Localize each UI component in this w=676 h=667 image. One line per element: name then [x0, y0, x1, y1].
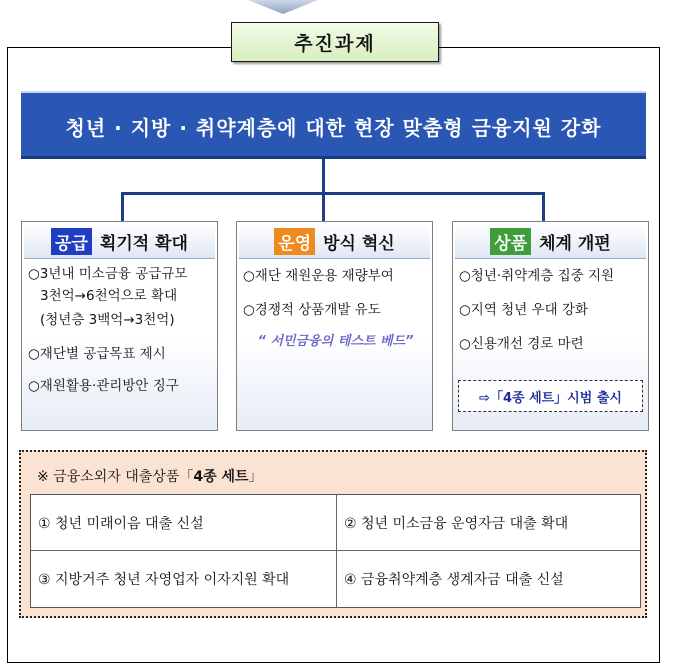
column-product-heading [455, 224, 646, 259]
note-title-bold: 4종 세트 [193, 469, 249, 485]
product-cell-3: ③ 지방거주 청년 자영업자 이자지원 확대 [31, 551, 337, 607]
product-cell-4: ④ 금융취약계층 생계자금 대출 신설 [344, 572, 564, 588]
connector-vertical-main [322, 159, 325, 193]
column-supply-heading [24, 224, 215, 259]
column-supply [21, 221, 218, 431]
heading-supply: 획기적 확대 [99, 233, 188, 254]
column-operation-heading [239, 224, 430, 259]
tag-product: 상품 [490, 228, 531, 255]
supply-item-1: ○3년내 미소금융 공급규모 [28, 266, 188, 282]
product-grid [30, 494, 641, 608]
test-bed-quote: “ 서민금융의 테스트 베드” [257, 334, 414, 349]
heading-operation: 방식 혁신 [323, 233, 395, 254]
page-title: 추진과제 [231, 22, 439, 62]
tag-supply: 공급 [51, 228, 92, 255]
four-set-pilot-box: ⇨「4종 세트」시범 출시 [458, 380, 643, 412]
heading-product: 체계 개편 [539, 233, 611, 254]
note-title-prefix: ※ 금융소외자 대출상품「 [37, 469, 194, 485]
connector-horizontal [121, 192, 545, 195]
supply-item-2: ○재단별 공급목표 제시 [28, 346, 166, 362]
supply-item-3: ○재원활용·관리방안 징구 [28, 378, 179, 394]
top-arrow-decoration [248, 0, 318, 14]
product-item-2: ○지역 청년 우대 강화 [459, 302, 588, 318]
note-box [19, 450, 647, 618]
product-cell-1: ① 청년 미래이음 대출 신설 [31, 495, 337, 551]
connector-left [121, 192, 124, 222]
note-title-suffix: 」 [248, 469, 263, 485]
main-objective-banner: 청년 · 지방 · 취약계층에 대한 현장 맞춤형 금융지원 강화 [21, 91, 646, 159]
product-item-3: ○신용개선 경로 마련 [459, 336, 584, 352]
supply-item-1-youth: (청년층 3백억→3천억) [40, 312, 175, 328]
connector-right [542, 192, 545, 222]
column-product [452, 221, 649, 431]
operation-item-2: ○경쟁적 상품개발 유도 [243, 302, 381, 318]
note-title [37, 466, 263, 486]
tag-operation: 운영 [274, 228, 315, 255]
column-operation [236, 221, 433, 431]
operation-item-1: ○재단 재원운용 재량부여 [243, 268, 394, 284]
supply-item-1-detail: 3천억→6천억으로 확대 [40, 288, 178, 304]
product-cell-2: ② 청년 미소금융 운영자금 대출 확대 [337, 495, 640, 551]
product-item-1: ○청년·취약계층 집중 지원 [459, 268, 615, 284]
connector-center [322, 192, 325, 222]
